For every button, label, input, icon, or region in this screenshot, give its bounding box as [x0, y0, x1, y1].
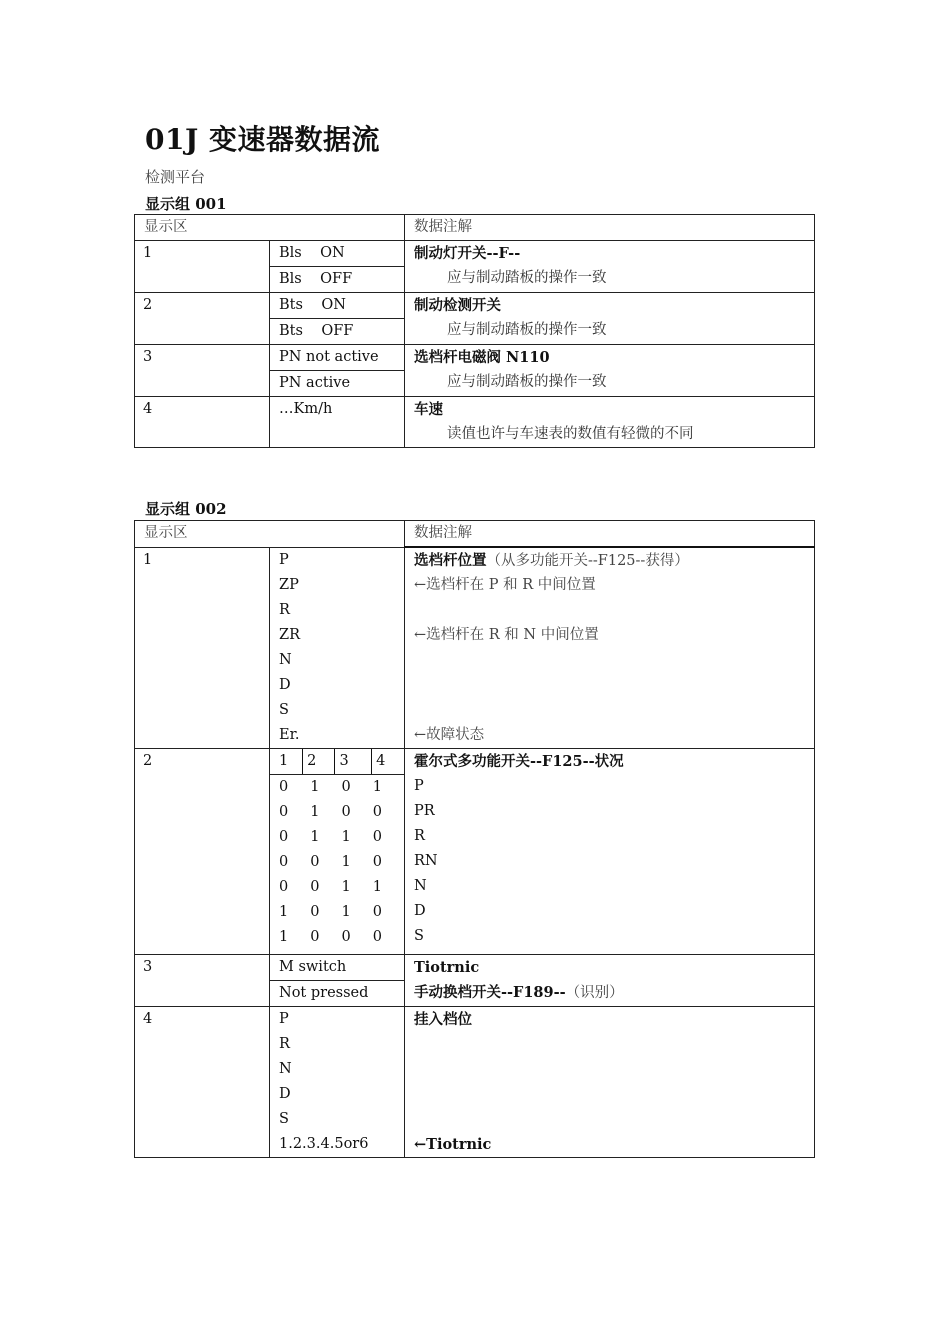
bit: 0: [372, 829, 382, 845]
bit: 0: [279, 804, 289, 820]
group-002-table: [134, 520, 815, 1158]
switch-state: R: [414, 828, 425, 844]
data-note: [405, 547, 815, 749]
data-note: [405, 241, 815, 293]
display-value: Bls ON: [270, 241, 405, 267]
switch-state: S: [414, 928, 424, 944]
note-line: [414, 673, 814, 698]
display-value: PN active: [270, 371, 405, 397]
data-note: [405, 749, 815, 955]
data-note: [405, 345, 815, 397]
bit: 1: [310, 804, 320, 820]
note-line: ←选档杆在 R 和 N 中间位置: [414, 627, 599, 643]
bit-header: 2: [303, 749, 335, 774]
note-title: 选档杆位置: [414, 552, 487, 569]
bit: 1: [279, 904, 289, 920]
bit: 1: [341, 904, 351, 920]
note-line: [414, 648, 814, 673]
group-002-title: 显示组 002: [145, 500, 227, 518]
switch-state: PR: [414, 803, 435, 819]
position-value: D: [279, 676, 291, 693]
row-number: 1: [135, 547, 270, 749]
selector-positions: [270, 547, 405, 749]
gear-value: R: [279, 1036, 290, 1052]
note-line: ←故障状态: [414, 727, 485, 743]
header-display: 显示区: [135, 215, 405, 241]
note-line-suffix: （识别）: [565, 985, 624, 1001]
position-value: ZR: [279, 626, 300, 643]
note-title: 霍尔式多功能开关--F125--状况: [414, 753, 624, 770]
bit: 1: [310, 829, 320, 845]
bit: 1: [341, 879, 351, 895]
display-value: Bts OFF: [270, 319, 405, 345]
bit: 0: [310, 929, 320, 945]
switch-state: P: [414, 778, 424, 794]
gear-positions: [270, 1007, 405, 1158]
row-number: 3: [135, 345, 270, 397]
bit: 1: [341, 829, 351, 845]
position-value: S: [279, 701, 289, 718]
bit: 1: [341, 854, 351, 870]
switch-state: N: [414, 878, 427, 894]
bit-header: 3: [335, 749, 372, 774]
data-note: [405, 293, 815, 345]
data-note: [405, 1007, 815, 1158]
display-value: M switch: [270, 955, 405, 981]
note-title-suffix: （从多功能开关--F125--获得）: [486, 553, 689, 569]
gear-value: 1.2.3.4.5or6: [279, 1136, 369, 1152]
bit-header: 4: [376, 753, 386, 769]
bit: 0: [279, 854, 289, 870]
note-title: 制动检测开关: [414, 297, 501, 314]
bit-row: [279, 900, 404, 925]
note-line: [414, 698, 814, 723]
row-number: 1: [135, 241, 270, 293]
bit: 0: [310, 904, 320, 920]
header-note: 数据注解: [405, 215, 815, 241]
bit: 0: [341, 779, 351, 795]
note-text: 应与制动踏板的操作一致: [447, 322, 607, 338]
page-title: 01J 变速器数据流: [145, 123, 380, 156]
bit: 0: [279, 879, 289, 895]
bit-header: 1: [279, 749, 303, 774]
bit-row: [279, 775, 404, 800]
row-number: 4: [135, 397, 270, 448]
note-title: 车速: [414, 401, 443, 418]
position-value: Er.: [279, 726, 300, 743]
note-line: ←选档杆在 P 和 R 中间位置: [414, 577, 596, 593]
display-value: Not pressed: [270, 981, 405, 1007]
bit: 0: [341, 804, 351, 820]
display-value: Bls OFF: [270, 267, 405, 293]
bit: 0: [279, 779, 289, 795]
bit: 0: [310, 854, 320, 870]
gear-value: P: [279, 1011, 289, 1027]
header-note: 数据注解: [405, 521, 815, 548]
group-001-title: 显示组 001: [145, 195, 227, 213]
bit: 0: [372, 804, 382, 820]
bit-row: [279, 850, 404, 875]
gear-value: S: [279, 1111, 289, 1127]
bit: 0: [341, 929, 351, 945]
display-value: Bts ON: [270, 293, 405, 319]
note-text: 读值也许与车速表的数值有轻微的不同: [447, 426, 694, 442]
bit: 0: [372, 904, 382, 920]
bit-header-row: [270, 749, 405, 775]
row-number: 2: [135, 749, 270, 955]
bit: 0: [279, 829, 289, 845]
position-value: R: [279, 601, 290, 618]
bit-values: [270, 775, 405, 955]
note-line: [414, 598, 814, 623]
bit: 0: [310, 879, 320, 895]
note-line: 手动换档开关--F189--: [414, 984, 566, 1001]
note-title: Tiotrnic: [414, 959, 480, 976]
position-value: P: [279, 551, 289, 568]
gear-value: N: [279, 1061, 292, 1077]
position-value: ZP: [279, 576, 299, 593]
note-line: ←Tiotrnic: [414, 1136, 492, 1153]
gear-value: D: [279, 1086, 291, 1102]
bit: 1: [310, 779, 320, 795]
position-value: N: [279, 651, 292, 668]
display-value: …Km/h: [270, 397, 405, 448]
bit-row: [279, 925, 404, 950]
note-title: 选档杆电磁阀 N110: [414, 349, 550, 366]
bit: 0: [372, 854, 382, 870]
bit: 1: [279, 929, 289, 945]
note-title: 挂入档位: [414, 1011, 472, 1028]
data-note: [405, 397, 815, 448]
row-number: 3: [135, 955, 270, 1007]
bit-row: [279, 800, 404, 825]
data-note: [405, 955, 815, 1007]
header-display: 显示区: [135, 521, 405, 548]
group-001-table: [134, 214, 815, 448]
bit: 0: [372, 929, 382, 945]
bit-row: [279, 825, 404, 850]
display-value: PN not active: [270, 345, 405, 371]
note-title: 制动灯开关--F--: [414, 245, 521, 262]
note-text: 应与制动踏板的操作一致: [447, 374, 607, 390]
note-text: 应与制动踏板的操作一致: [447, 270, 607, 286]
row-number: 4: [135, 1007, 270, 1158]
switch-state: D: [414, 903, 426, 919]
bit: 1: [372, 879, 382, 895]
row-number: 2: [135, 293, 270, 345]
bit: 1: [372, 779, 382, 795]
subtitle: 检测平台: [145, 168, 206, 186]
switch-state: RN: [414, 853, 438, 869]
bit-row: [279, 875, 404, 900]
